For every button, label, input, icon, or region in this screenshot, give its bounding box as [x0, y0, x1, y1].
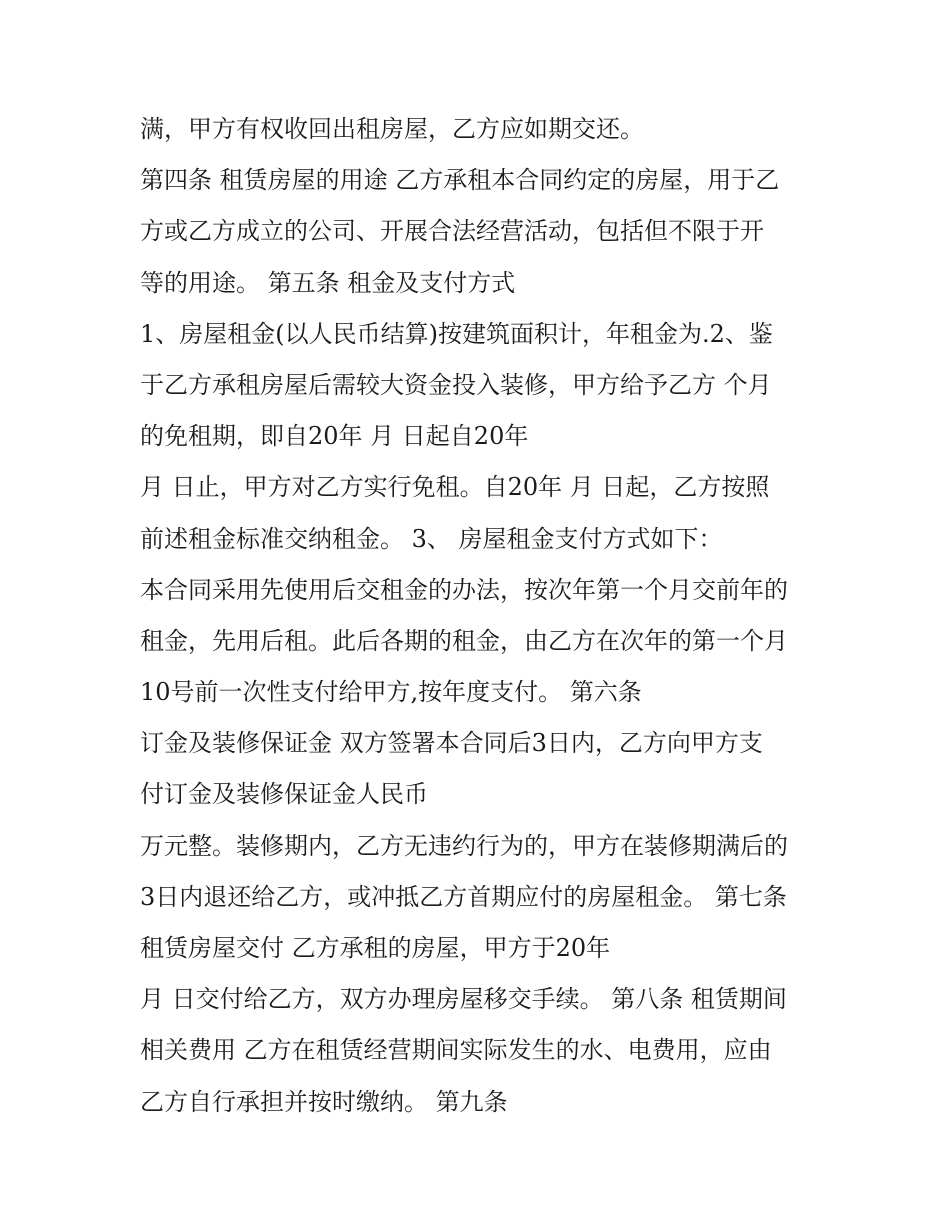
text-line: 订金及装修保证金 双方签署本合同后3日内，乙方向甲方支 — [140, 729, 763, 758]
text-line: 租金，先用后租。此后各期的租金，由乙方在次年的第一个月 — [140, 626, 788, 655]
text-line: 1、房屋租金(以人民币结算)按建筑面积计，年租金为.2、鉴 — [140, 319, 773, 348]
text-line: 前述租金标准交纳租金。 3、 房屋租金支付方式如下： — [140, 524, 723, 553]
text-line: 10号前一次性支付给甲方,按年度支付。 第六条 — [140, 678, 642, 707]
text-line: 租赁房屋交付 乙方承租的房屋，甲方于20年 — [140, 934, 611, 962]
text-line: 本合同采用先使用后交租金的办法，按次年第一个月交前年的 — [140, 575, 788, 604]
text-line: 相关费用 乙方在租赁经营期间实际发生的水、电费用，应由 — [140, 1036, 772, 1065]
text-line: 月 日止，甲方对乙方实行免租。自20年 月 日起，乙方按照 — [140, 473, 770, 502]
text-line: 满，甲方有权收回出租房屋，乙方应如期交还。 — [140, 115, 644, 143]
text-line: 于乙方承租房屋后需较大资金投入装修，甲方给予乙方 个月 — [140, 370, 772, 399]
text-line: 月 日交付给乙方，双方办理房屋移交手续。 第八条 租赁期间 — [140, 985, 787, 1014]
text-line: 万元整。装修期内，乙方无违约行为的，甲方在装修期满后的 — [140, 831, 788, 860]
contract-text — [140, 104, 840, 1128]
text-line: 乙方自行承担并按时缴纳。 第九条 — [140, 1087, 508, 1116]
text-line: 的免租期，即自20年 月 日起自20年 — [140, 422, 529, 451]
text-line: 方或乙方成立的公司、开展合法经营活动，包括但不限于开 — [140, 217, 764, 246]
text-line: 3日内退还给乙方，或冲抵乙方首期应付的房屋租金。 第七条 — [140, 882, 787, 911]
text-line: 第四条 租赁房屋的用途 乙方承租本合同约定的房屋，用于乙 — [140, 166, 780, 195]
text-line: 付订金及装修保证金人民币 — [140, 780, 428, 809]
text-line: 等的用途。 第五条 租金及支付方式 — [140, 268, 516, 297]
